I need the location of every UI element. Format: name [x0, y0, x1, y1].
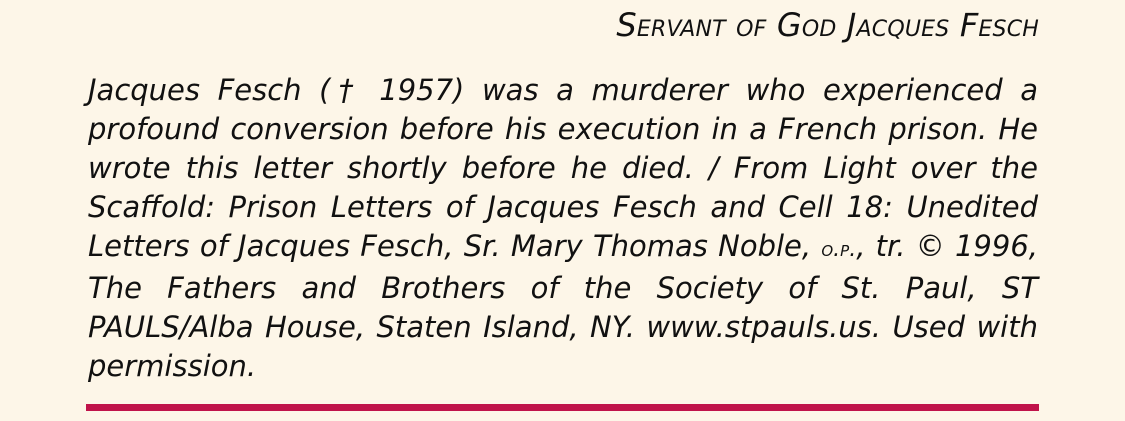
order-abbreviation: o.p.	[821, 237, 857, 262]
intro-text: Jacques Fesch († 1957) was a murderer who experienced a profound conversion before his execution in a French prison. He wrote this letter shortly before he died. / From Light over the Scaffold: Prison Letters of Jacques Fesch and Cell 18: Unedited Letters of Jacques Fesch, Sr. Mary Thomas Noble,	[88, 73, 1038, 263]
bottom-divider	[86, 404, 1039, 411]
copyright-text: , tr. © 1996, The Fathers and Brothers of the Society of St. Paul, ST PAULS/Alba House, Staten Island, NY. www.stpauls.us. Used with permission.	[88, 229, 1039, 383]
attribution-paragraph	[88, 71, 1038, 386]
section-heading: Servant of God Jacques Fesch	[616, 6, 1039, 44]
